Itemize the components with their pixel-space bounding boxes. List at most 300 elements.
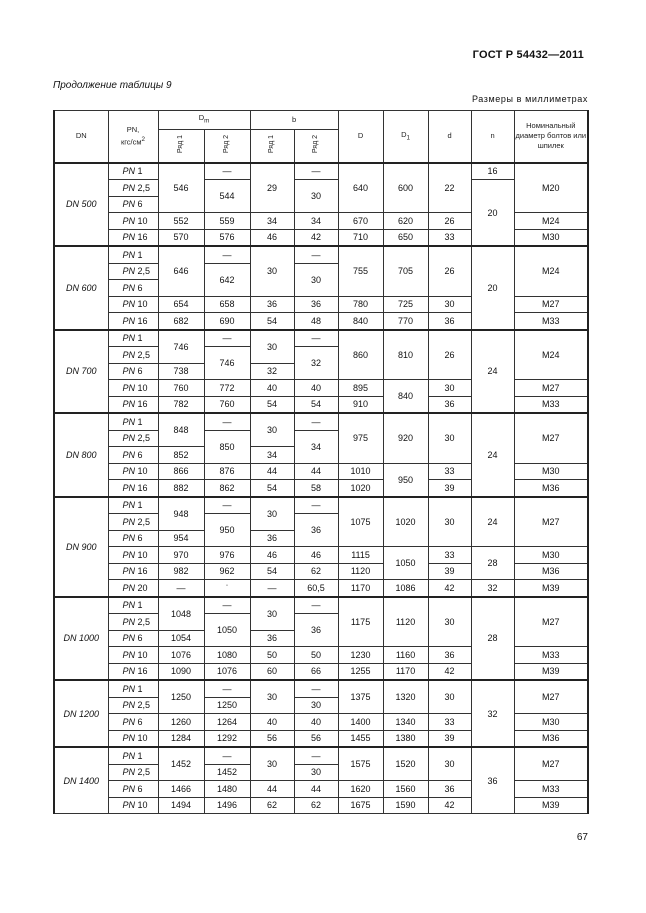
table-cell: 60 [250, 663, 294, 680]
table-cell: M39 [514, 797, 588, 814]
pn-cell: PN 16 [108, 229, 158, 246]
col-header-D1: $D_1$ [383, 111, 428, 163]
table-cell: — [204, 413, 250, 430]
flange-dimensions-table [53, 110, 589, 814]
table-cell: 1480 [204, 781, 250, 798]
table-row [54, 180, 588, 197]
table-cell: 710 [338, 229, 383, 246]
pn-cell: PN 2,5 [108, 430, 158, 447]
page-number: 67 [576, 832, 588, 843]
pn-cell: PN 6 [108, 781, 158, 798]
table-cell: ˈ [204, 580, 250, 597]
table-cell: 810 [383, 330, 428, 380]
pn-cell: PN 2,5 [108, 263, 158, 280]
table-cell: M36 [514, 730, 588, 747]
table-cell: 34 [250, 213, 294, 230]
table-cell: 54 [250, 563, 294, 580]
table-cell: 56 [250, 730, 294, 747]
table-cell: 1170 [338, 580, 383, 597]
table-cell: M36 [514, 563, 588, 580]
table-cell: 1520 [383, 747, 428, 781]
table-cell: — [158, 580, 204, 597]
table-cell: 1050 [383, 547, 428, 580]
col-header-bolts: Номинальный диаметр болтов или шпилек [514, 111, 588, 163]
table-cell: M27 [514, 680, 588, 714]
table-cell: 40 [250, 714, 294, 731]
table-cell: 658 [204, 296, 250, 313]
dn-cell: DN 500 [54, 163, 108, 247]
table-cell: 1076 [204, 663, 250, 680]
table-cell: 642 [204, 263, 250, 296]
pn-cell: PN 2,5 [108, 697, 158, 714]
table-cell: 1466 [158, 781, 204, 798]
table-cell: 1560 [383, 781, 428, 798]
pn-cell: PN 10 [108, 213, 158, 230]
table-row [54, 580, 588, 597]
pn-cell: PN 2,5 [108, 180, 158, 197]
pn-cell: PN 6 [108, 196, 158, 213]
table-cell: 738 [158, 363, 204, 380]
table-cell: 1400 [338, 714, 383, 731]
table-cell: 20 [471, 246, 514, 330]
pn-cell: PN 10 [108, 463, 158, 480]
table-cell: — [294, 413, 338, 430]
table-cell: 44 [294, 781, 338, 798]
table-cell: 39 [428, 480, 471, 497]
table-cell: 56 [294, 730, 338, 747]
dn-cell: DN 900 [54, 497, 108, 597]
table-cell: M30 [514, 547, 588, 564]
table-cell: 1620 [338, 781, 383, 798]
table-cell: 570 [158, 229, 204, 246]
table-cell: 1496 [204, 797, 250, 814]
table-cell: 954 [158, 530, 204, 547]
standard-number: ГОСТ Р 54432—2011 [472, 49, 584, 61]
table-cell: — [294, 246, 338, 263]
table-cell: 33 [428, 547, 471, 564]
table-cell: 1575 [338, 747, 383, 781]
pn-cell: PN 2,5 [108, 347, 158, 364]
table-cell: 1120 [338, 563, 383, 580]
table-cell: 1452 [158, 747, 204, 781]
table-cell: 1048 [158, 597, 204, 631]
table-cell: — [204, 747, 250, 764]
pn-cell: PN 16 [108, 396, 158, 413]
table-cell: 46 [250, 229, 294, 246]
pn-cell: PN 6 [108, 447, 158, 464]
col-header-pn: PN, кгс/$см^2$ [108, 111, 158, 163]
pn-cell: PN 1 [108, 413, 158, 430]
pn-cell: PN 1 [108, 246, 158, 263]
table-cell: 34 [294, 213, 338, 230]
table-cell: 559 [204, 213, 250, 230]
table-cell: 42 [428, 797, 471, 814]
table-cell: 36 [250, 530, 294, 547]
table-row [54, 163, 588, 180]
table-cell: 36 [471, 747, 514, 814]
table-cell: 1264 [204, 714, 250, 731]
pn-cell: PN 10 [108, 296, 158, 313]
table-cell: 24 [471, 413, 514, 497]
table-cell: 1120 [383, 597, 428, 647]
table-cell: — [204, 597, 250, 614]
dn-cell: DN 1400 [54, 747, 108, 814]
pn-cell: PN 2,5 [108, 514, 158, 531]
table-cell: 20 [471, 180, 514, 247]
table-cell: M39 [514, 663, 588, 680]
table-cell: 33 [428, 463, 471, 480]
table-cell: 39 [428, 730, 471, 747]
table-cell: 32 [471, 680, 514, 747]
table-cell: 850 [204, 430, 250, 463]
table-cell: 848 [158, 413, 204, 447]
table-cell: 30 [428, 497, 471, 547]
table-cell: — [250, 580, 294, 597]
table-cell: 1452 [204, 764, 250, 781]
table-cell: 42 [428, 580, 471, 597]
table-cell: 30 [428, 413, 471, 463]
table-cell: — [294, 747, 338, 764]
dn-cell: DN 600 [54, 246, 108, 330]
table-cell: 28 [471, 547, 514, 580]
table-cell: 30 [428, 597, 471, 647]
table-cell: 840 [338, 313, 383, 330]
table-cell: M33 [514, 396, 588, 413]
table-cell: 1175 [338, 597, 383, 647]
table-cell: 782 [158, 396, 204, 413]
table-cell: 32 [294, 347, 338, 380]
table-cell: 30 [294, 180, 338, 213]
table-cell: — [204, 246, 250, 263]
col-header-d: d [428, 111, 471, 163]
table-cell: 30 [250, 246, 294, 296]
table-cell: 910 [338, 396, 383, 413]
table-cell: 22 [428, 163, 471, 213]
table-cell: 54 [250, 313, 294, 330]
table-cell: 982 [158, 563, 204, 580]
table-cell: 29 [250, 163, 294, 213]
table-cell: 705 [383, 246, 428, 296]
table-cell: 36 [250, 296, 294, 313]
table-cell: 1284 [158, 730, 204, 747]
table-cell: 62 [294, 563, 338, 580]
table-cell: 1170 [383, 663, 428, 680]
table-cell: 962 [204, 563, 250, 580]
pn-cell: PN 1 [108, 163, 158, 180]
table-cell: 840 [383, 380, 428, 414]
table-cell: 975 [338, 413, 383, 463]
pn-cell: PN 20 [108, 580, 158, 597]
table-cell: 1250 [204, 697, 250, 714]
table-cell: 970 [158, 547, 204, 564]
pn-cell: PN 10 [108, 380, 158, 397]
table-cell: M33 [514, 647, 588, 664]
table-cell: 1455 [338, 730, 383, 747]
table-cell: 600 [383, 163, 428, 213]
table-cell: M27 [514, 380, 588, 397]
table-cell: 28 [471, 597, 514, 681]
table-cell: 950 [383, 463, 428, 497]
table-cell: M33 [514, 781, 588, 798]
table-cell: M30 [514, 714, 588, 731]
table-cell: 1050 [204, 614, 250, 647]
table-cell: 576 [204, 229, 250, 246]
table-cell: 1292 [204, 730, 250, 747]
table-cell: 772 [204, 380, 250, 397]
table-cell: 920 [383, 413, 428, 463]
table-cell: 1375 [338, 680, 383, 714]
table-cell: 876 [204, 463, 250, 480]
table-cell: 36 [294, 514, 338, 547]
pn-cell: PN 6 [108, 280, 158, 297]
dn-cell: DN 700 [54, 330, 108, 414]
table-cell: M30 [514, 229, 588, 246]
pn-cell: PN 6 [108, 530, 158, 547]
table-cell: 60,5 [294, 580, 338, 597]
table-cell: 650 [383, 229, 428, 246]
pn-cell: PN 6 [108, 363, 158, 380]
table-cell: 44 [250, 781, 294, 798]
pn-cell: PN 16 [108, 480, 158, 497]
table-cell: 1160 [383, 647, 428, 664]
table-cell: 1020 [338, 480, 383, 497]
table-cell: M20 [514, 163, 588, 213]
table-cell: 746 [204, 347, 250, 380]
table-cell: 860 [338, 330, 383, 380]
table-cell: 48 [294, 313, 338, 330]
table-cell: 1260 [158, 714, 204, 731]
pn-cell: PN 2,5 [108, 614, 158, 631]
table-cell: 24 [471, 497, 514, 547]
table-cell: 1115 [338, 547, 383, 564]
table-cell: 50 [294, 647, 338, 664]
table-cell: 1590 [383, 797, 428, 814]
table-cell: 42 [428, 663, 471, 680]
pn-cell: PN 16 [108, 563, 158, 580]
table-cell: — [204, 330, 250, 347]
table-cell: 1380 [383, 730, 428, 747]
table-cell: 46 [250, 547, 294, 564]
table-cell: 36 [428, 313, 471, 330]
table-cell: 755 [338, 246, 383, 296]
pn-cell: PN 1 [108, 497, 158, 514]
table-cell: 34 [294, 430, 338, 463]
pn-cell: PN 16 [108, 313, 158, 330]
table-cell: 948 [158, 497, 204, 531]
table-cell: 30 [428, 380, 471, 397]
table-cell: 690 [204, 313, 250, 330]
pn-cell: PN 16 [108, 663, 158, 680]
table-cell: 1255 [338, 663, 383, 680]
table-cell: M24 [514, 246, 588, 296]
col-header-dm: $D_m$ [158, 111, 250, 130]
table-cell: 54 [250, 480, 294, 497]
table-cell: 50 [250, 647, 294, 664]
table-cell: 54 [294, 396, 338, 413]
table-cell: 1494 [158, 797, 204, 814]
table-cell: 640 [338, 163, 383, 213]
dn-cell: DN 1000 [54, 597, 108, 681]
table-cell: 30 [250, 330, 294, 364]
pn-cell: PN 10 [108, 647, 158, 664]
table-cell: 30 [250, 680, 294, 714]
table-row [54, 547, 588, 564]
table-cell: 33 [428, 229, 471, 246]
table-cell: 950 [204, 514, 250, 547]
table-cell: 40 [250, 380, 294, 397]
table-cell: M27 [514, 597, 588, 647]
table-cell: 62 [250, 797, 294, 814]
table-cell: 544 [204, 180, 250, 213]
table-cell: 46 [294, 547, 338, 564]
table-cell: — [294, 330, 338, 347]
col-header-dm-row2: Ряд 2 [204, 130, 250, 163]
table-cell: 30 [294, 697, 338, 714]
table-cell: M39 [514, 580, 588, 597]
col-header-D: D [338, 111, 383, 163]
table-cell: 862 [204, 480, 250, 497]
table-cell: 670 [338, 213, 383, 230]
pn-cell: PN 6 [108, 630, 158, 647]
table-cell: M27 [514, 497, 588, 547]
dn-cell: DN 800 [54, 413, 108, 497]
pn-cell: PN 1 [108, 330, 158, 347]
table-cell: 36 [294, 296, 338, 313]
table-cell: 30 [250, 597, 294, 631]
table-cell: 546 [158, 163, 204, 213]
table-cell: M30 [514, 463, 588, 480]
table-cell: 30 [250, 413, 294, 447]
col-header-b-row2: Ряд 2 [294, 130, 338, 163]
table-cell: 30 [250, 497, 294, 531]
table-cell: 36 [250, 630, 294, 647]
table-cell: M27 [514, 413, 588, 463]
table-row [54, 680, 588, 697]
pn-cell: PN 10 [108, 730, 158, 747]
table-row [54, 497, 588, 514]
table-cell: 30 [250, 747, 294, 781]
col-header-b-row1: Ряд 1 [250, 130, 294, 163]
table-cell: 33 [428, 714, 471, 731]
table-cell: 1340 [383, 714, 428, 731]
table-cell: 16 [471, 163, 514, 180]
table-cell: 1020 [383, 497, 428, 547]
table-cell: 34 [250, 447, 294, 464]
table-cell: M27 [514, 296, 588, 313]
table-cell: 42 [294, 229, 338, 246]
table-cell: — [294, 680, 338, 697]
table-cell: — [294, 497, 338, 514]
table-cell: 26 [428, 246, 471, 296]
table-cell: 1250 [158, 680, 204, 714]
table-cell: 552 [158, 213, 204, 230]
pn-cell: PN 1 [108, 680, 158, 697]
table-cell: 852 [158, 447, 204, 464]
table-cell: 780 [338, 296, 383, 313]
table-cell: 882 [158, 480, 204, 497]
table-cell: 976 [204, 547, 250, 564]
table-cell: 30 [428, 296, 471, 313]
col-header-b: b [250, 111, 338, 130]
table-cell: 26 [428, 213, 471, 230]
table-cell: 36 [294, 614, 338, 647]
col-header-dm-row1: Ряд 1 [158, 130, 204, 163]
table-cell: 1076 [158, 647, 204, 664]
table-cell: — [294, 163, 338, 180]
table-cell: 895 [338, 380, 383, 397]
table-cell: M27 [514, 747, 588, 781]
table-cell: 40 [294, 714, 338, 731]
table-cell: 32 [471, 580, 514, 597]
pn-cell: PN 1 [108, 597, 158, 614]
table-cell: M33 [514, 313, 588, 330]
table-cell: 32 [250, 363, 294, 380]
table-cell: 1086 [383, 580, 428, 597]
table-cell: 1090 [158, 663, 204, 680]
pn-cell: PN 10 [108, 797, 158, 814]
table-cell: — [294, 597, 338, 614]
table-cell: — [204, 680, 250, 697]
pn-cell: PN 2,5 [108, 764, 158, 781]
table-cell: 36 [428, 396, 471, 413]
table-cell: 66 [294, 663, 338, 680]
table-cell: 44 [294, 463, 338, 480]
table-cell: 39 [428, 563, 471, 580]
table-cell: 682 [158, 313, 204, 330]
col-header-n: n [471, 111, 514, 163]
table-cell: 1054 [158, 630, 204, 647]
table-cell: 36 [428, 647, 471, 664]
pn-cell: PN 6 [108, 714, 158, 731]
table-cell: M24 [514, 330, 588, 380]
table-cell: 654 [158, 296, 204, 313]
table-row [54, 330, 588, 347]
table-cell: 1080 [204, 647, 250, 664]
col-header-dn: DN [54, 111, 108, 163]
table-row [54, 747, 588, 764]
table-cell: 770 [383, 313, 428, 330]
table-cell: 24 [471, 330, 514, 414]
table-cell: 1075 [338, 497, 383, 547]
table-cell: 1675 [338, 797, 383, 814]
table-cell: 725 [383, 296, 428, 313]
table-row [54, 246, 588, 263]
table-cell: 30 [428, 747, 471, 781]
table-cell: — [204, 163, 250, 180]
table-cell: 58 [294, 480, 338, 497]
table-cell: 40 [294, 380, 338, 397]
pn-cell: PN 10 [108, 547, 158, 564]
dn-cell: DN 1200 [54, 680, 108, 747]
table-cell: 30 [294, 263, 338, 296]
table-row [54, 597, 588, 614]
table-row [54, 413, 588, 430]
table-cell: 36 [428, 781, 471, 798]
table-cell: M36 [514, 480, 588, 497]
table-cell: 1010 [338, 463, 383, 480]
table-cell: 866 [158, 463, 204, 480]
table-cell: 30 [294, 764, 338, 781]
table-cell: 62 [294, 797, 338, 814]
table-cell: M24 [514, 213, 588, 230]
table-cell: 620 [383, 213, 428, 230]
table-continuation-caption: Продолжение таблицы 9 [53, 80, 172, 91]
table-cell: 746 [158, 330, 204, 364]
table-cell: 54 [250, 396, 294, 413]
units-note: Размеры в миллиметрах [471, 94, 588, 104]
table-cell: — [204, 497, 250, 514]
table-cell: 1320 [383, 680, 428, 714]
